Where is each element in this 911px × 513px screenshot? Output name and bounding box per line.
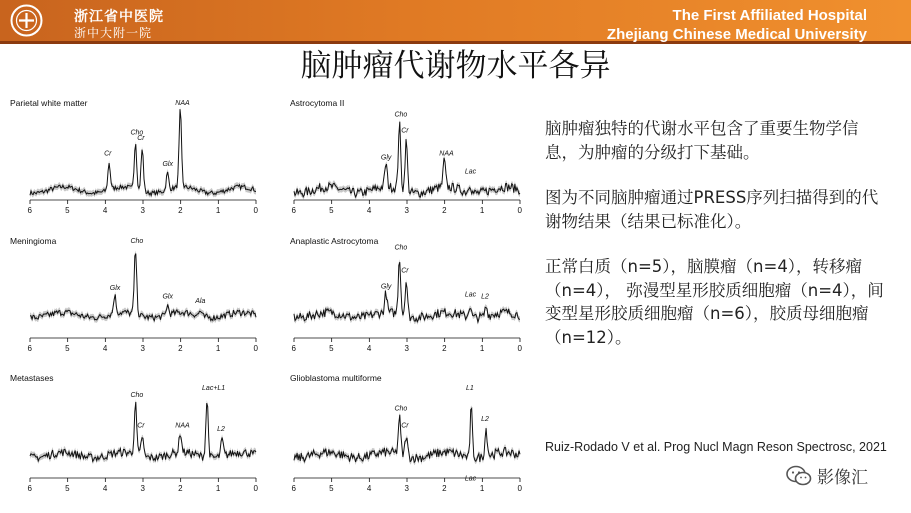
- axis-tick-label: 4: [366, 206, 372, 215]
- axis-tick-label: 3: [140, 206, 145, 215]
- axis-tick-label: 6: [27, 206, 32, 215]
- axis-tick-label: 3: [140, 344, 145, 353]
- peak-label: Glx: [162, 293, 173, 301]
- hospital-seal-icon: [10, 4, 43, 37]
- hospital-name-en-line2: Zhejiang Chinese Medical University: [606, 26, 867, 43]
- paragraph-1: 脑肿瘤独特的代谢水平包含了重要生物学信息，为肿瘤的分级打下基础。: [545, 119, 859, 162]
- peak-label: Gly: [380, 283, 392, 291]
- panel-title: Anaplastic Astrocytoma: [290, 236, 379, 246]
- axis-tick-label: 0: [253, 484, 258, 493]
- axis-tick-label: 0: [517, 206, 522, 215]
- axis-tick-label: 5: [65, 484, 70, 493]
- peak-label: Cho: [130, 238, 144, 245]
- peak-label: Cho: [394, 405, 408, 413]
- hospital-subname-cn: 浙中大附一院: [74, 26, 153, 40]
- spectrum-variance-band: [30, 251, 256, 324]
- axis-tick-label: 6: [27, 344, 32, 353]
- spectrum-variance-band: [30, 106, 256, 198]
- axis-tick-label: 4: [366, 484, 372, 493]
- panel-title: Metastases: [10, 373, 54, 383]
- spectrum-panel: [290, 98, 523, 215]
- peak-label: Gly: [380, 154, 392, 162]
- spectrum-panel: [290, 373, 523, 493]
- axis-tick-label: 6: [291, 484, 296, 493]
- axis-tick-label: 5: [329, 344, 334, 353]
- axis-tick-label: 1: [215, 484, 221, 493]
- panel-title: Meningioma: [10, 236, 57, 246]
- peak-label: Cr: [401, 127, 409, 135]
- panel-title: Parietal white matter: [10, 98, 88, 108]
- axis-tick-label: 1: [215, 206, 221, 215]
- hospital-name-en-line1: The First Affiliated Hospital: [672, 7, 867, 24]
- axis-tick-label: 1: [479, 206, 485, 215]
- axis-tick-label: 1: [479, 484, 485, 493]
- panel-title: Glioblastoma multiforme: [290, 373, 382, 383]
- axis-tick-label: 6: [291, 344, 296, 353]
- description-text: [545, 117, 890, 371]
- axis-tick-label: 4: [102, 206, 108, 215]
- peak-label: Cho: [130, 392, 144, 399]
- paragraph-3: 正常白质（n=5），脑膜瘤（n=4），转移瘤（n=4）， 弥漫型星形胶质细胞瘤（n=4），间变型星形胶质细胞瘤（n=6），胶质母细胞瘤（n=12）。: [545, 257, 884, 347]
- axis-tick-label: 3: [140, 484, 145, 493]
- peak-label: Cho: [394, 244, 408, 252]
- spectrum-line: [30, 254, 256, 321]
- spectrum-panel: [10, 98, 259, 215]
- peak-label: L2: [217, 426, 225, 433]
- axis-tick-label: 2: [442, 344, 447, 353]
- axis-tick-label: 0: [253, 206, 258, 215]
- spectrum-panel: [290, 236, 523, 353]
- spectrum-panel: [10, 373, 259, 493]
- axis-tick-label: 5: [329, 484, 334, 493]
- axis-tick-label: 3: [404, 484, 409, 493]
- axis-tick-label: 2: [178, 484, 183, 493]
- watermark-text: 影像汇: [817, 468, 868, 488]
- peak-label: Cr: [401, 422, 409, 430]
- peak-label: Cr: [104, 150, 112, 158]
- axis-tick-label: 5: [329, 206, 334, 215]
- axis-tick-label: 6: [27, 484, 32, 493]
- paragraph-2: 图为不同脑肿瘤通过PRESS序列扫描得到的代谢物结果（结果已标准化）。: [545, 188, 879, 231]
- peak-label: L2: [481, 293, 489, 301]
- peak-label: Cr: [137, 135, 145, 143]
- axis-tick-label: 1: [215, 344, 221, 353]
- slide-title: 脑肿瘤代谢物水平各异: [300, 48, 611, 84]
- axis-tick-label: 0: [253, 344, 258, 353]
- hospital-name-cn: 浙江省中医院: [74, 9, 164, 25]
- spectrum-variance-band: [294, 405, 520, 465]
- wechat-icon: [786, 465, 812, 487]
- citation: Ruiz-Rodado V et al. Prog Nucl Magn Reson Spectrosc, 2021: [545, 440, 887, 454]
- peak-label: NAA: [175, 422, 190, 430]
- peak-label: Cho: [394, 111, 408, 119]
- axis-tick-label: 6: [291, 206, 296, 215]
- axis-tick-label: 0: [517, 344, 522, 353]
- spectrum-line: [30, 109, 256, 195]
- peak-label: Glx: [162, 160, 173, 168]
- axis-tick-label: 5: [65, 344, 70, 353]
- axis-tick-label: 5: [65, 206, 70, 215]
- axis-tick-label: 3: [404, 344, 409, 353]
- axis-tick-label: 2: [178, 344, 183, 353]
- peak-label: Lac+L1: [202, 385, 226, 393]
- peak-label: Glx: [109, 284, 121, 292]
- peak-label: Cr: [137, 422, 145, 430]
- axis-tick-label: 2: [442, 206, 447, 215]
- spectra-figure: [6, 90, 530, 502]
- axis-tick-label: 4: [102, 484, 108, 493]
- peak-label: Cho: [130, 129, 144, 137]
- peak-label: Lac: [464, 291, 477, 299]
- spectrum-panel: [10, 236, 259, 353]
- peak-label: L2: [481, 415, 489, 423]
- peak-label: Lac: [464, 168, 477, 176]
- axis-tick-label: 0: [517, 484, 522, 493]
- axis-tick-label: 4: [366, 344, 372, 353]
- peak-label: Ala: [195, 297, 206, 305]
- axis-tick-label: 2: [442, 484, 447, 493]
- axis-tick-label: 3: [404, 206, 409, 215]
- axis-tick-label: 2: [178, 206, 183, 215]
- axis-tick-label: 1: [479, 344, 485, 353]
- peak-label: Lac: [464, 475, 477, 483]
- peak-label: NAA: [439, 150, 454, 158]
- peak-label: L1: [466, 385, 474, 393]
- peak-label: NAA: [175, 100, 190, 107]
- axis-tick-label: 4: [102, 344, 108, 353]
- peak-label: Cr: [401, 267, 409, 275]
- spectra-svg: [6, 90, 530, 502]
- panel-title: Astrocytoma II: [290, 98, 345, 108]
- watermark: [786, 463, 868, 488]
